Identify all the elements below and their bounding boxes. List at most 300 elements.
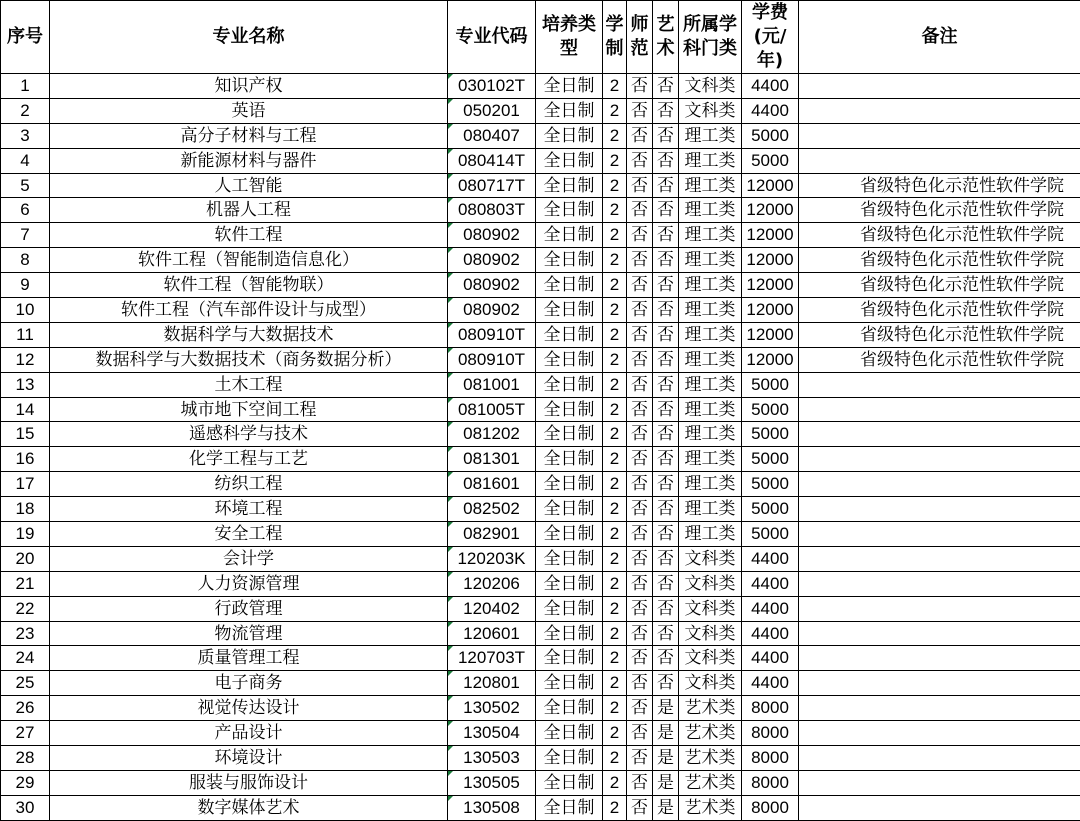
cell-major-name: 人工智能	[50, 173, 448, 198]
cell-major-name: 人力资源管理	[50, 571, 448, 596]
cell-art: 否	[653, 472, 679, 497]
cell-major-code: 080910T	[448, 347, 536, 372]
table-row	[1, 322, 1080, 347]
cell-years: 2	[603, 646, 627, 671]
cell-category: 艺术类	[679, 696, 742, 721]
cell-seq: 24	[1, 646, 50, 671]
cell-study-type: 全日制	[536, 621, 603, 646]
cell-major-name: 产品设计	[50, 721, 448, 746]
cell-major-name: 软件工程	[50, 223, 448, 248]
cell-art: 是	[653, 696, 679, 721]
cell-category: 理工类	[679, 148, 742, 173]
table-row	[1, 472, 1080, 497]
cell-seq: 19	[1, 522, 50, 547]
table-row	[1, 746, 1080, 771]
cell-note: 省级特色化示范性软件学院	[799, 273, 1080, 298]
cell-art: 否	[653, 98, 679, 123]
cell-fee: 4400	[742, 98, 799, 123]
cell-art: 否	[653, 198, 679, 223]
cell-major-name: 纺织工程	[50, 472, 448, 497]
cell-note: 省级特色化示范性软件学院	[799, 198, 1080, 223]
cell-study-type: 全日制	[536, 347, 603, 372]
cell-study-type: 全日制	[536, 372, 603, 397]
cell-years: 2	[603, 273, 627, 298]
cell-category: 艺术类	[679, 746, 742, 771]
cell-art: 否	[653, 322, 679, 347]
table-body	[1, 74, 1080, 821]
cell-study-type: 全日制	[536, 223, 603, 248]
cell-art: 否	[653, 397, 679, 422]
cell-major-code: 082901	[448, 522, 536, 547]
cell-fee: 8000	[742, 770, 799, 795]
cell-seq: 28	[1, 746, 50, 771]
cell-seq: 9	[1, 273, 50, 298]
cell-art: 是	[653, 795, 679, 820]
cell-fee: 5000	[742, 422, 799, 447]
cell-note	[799, 397, 1080, 422]
cell-major-name: 软件工程（智能制造信息化）	[50, 248, 448, 273]
cell-major-name: 知识产权	[50, 74, 448, 99]
cell-years: 2	[603, 422, 627, 447]
cell-art: 否	[653, 273, 679, 298]
cell-category: 理工类	[679, 198, 742, 223]
cell-art: 否	[653, 248, 679, 273]
cell-fee: 12000	[742, 223, 799, 248]
table-row	[1, 447, 1080, 472]
cell-normal: 否	[627, 347, 653, 372]
cell-fee: 4400	[742, 546, 799, 571]
cell-study-type: 全日制	[536, 546, 603, 571]
cell-art: 否	[653, 74, 679, 99]
cell-major-code: 081005T	[448, 397, 536, 422]
cell-seq: 22	[1, 596, 50, 621]
cell-fee: 5000	[742, 397, 799, 422]
cell-note	[799, 696, 1080, 721]
cell-study-type: 全日制	[536, 422, 603, 447]
cell-normal: 否	[627, 497, 653, 522]
table-header	[1, 1, 1080, 74]
cell-major-code: 130502	[448, 696, 536, 721]
cell-normal: 否	[627, 74, 653, 99]
cell-category: 文科类	[679, 596, 742, 621]
header-row	[1, 1, 1080, 74]
cell-major-name: 环境设计	[50, 746, 448, 771]
cell-major-name: 新能源材料与器件	[50, 148, 448, 173]
cell-major-name: 安全工程	[50, 522, 448, 547]
cell-art: 否	[653, 123, 679, 148]
cell-major-code: 120601	[448, 621, 536, 646]
cell-study-type: 全日制	[536, 571, 603, 596]
cell-fee: 8000	[742, 721, 799, 746]
cell-seq: 6	[1, 198, 50, 223]
cell-seq: 13	[1, 372, 50, 397]
header-code: 专业代码	[448, 1, 536, 74]
cell-years: 2	[603, 696, 627, 721]
cell-fee: 5000	[742, 472, 799, 497]
cell-major-code: 080803T	[448, 198, 536, 223]
cell-seq: 23	[1, 621, 50, 646]
cell-category: 艺术类	[679, 795, 742, 820]
cell-note	[799, 721, 1080, 746]
cell-major-name: 土木工程	[50, 372, 448, 397]
table-row	[1, 372, 1080, 397]
cell-study-type: 全日制	[536, 671, 603, 696]
cell-category: 艺术类	[679, 770, 742, 795]
cell-art: 否	[653, 173, 679, 198]
cell-fee: 5000	[742, 497, 799, 522]
table-row	[1, 74, 1080, 99]
table-row	[1, 223, 1080, 248]
cell-years: 2	[603, 123, 627, 148]
table-row	[1, 795, 1080, 820]
cell-major-code: 130503	[448, 746, 536, 771]
cell-seq: 26	[1, 696, 50, 721]
cell-art: 否	[653, 447, 679, 472]
cell-seq: 25	[1, 671, 50, 696]
cell-category: 文科类	[679, 646, 742, 671]
cell-category: 文科类	[679, 74, 742, 99]
cell-category: 理工类	[679, 273, 742, 298]
cell-normal: 否	[627, 472, 653, 497]
cell-major-code: 081202	[448, 422, 536, 447]
cell-major-name: 机器人工程	[50, 198, 448, 223]
cell-normal: 否	[627, 546, 653, 571]
cell-normal: 否	[627, 422, 653, 447]
cell-art: 否	[653, 596, 679, 621]
cell-normal: 否	[627, 123, 653, 148]
table-row	[1, 173, 1080, 198]
cell-fee: 4400	[742, 671, 799, 696]
cell-normal: 否	[627, 621, 653, 646]
cell-major-code: 130505	[448, 770, 536, 795]
cell-years: 2	[603, 596, 627, 621]
table-row	[1, 148, 1080, 173]
cell-major-code: 080407	[448, 123, 536, 148]
cell-note	[799, 522, 1080, 547]
cell-major-name: 服装与服饰设计	[50, 770, 448, 795]
cell-fee: 5000	[742, 447, 799, 472]
cell-study-type: 全日制	[536, 148, 603, 173]
cell-normal: 否	[627, 746, 653, 771]
cell-major-code: 080717T	[448, 173, 536, 198]
cell-seq: 5	[1, 173, 50, 198]
cell-fee: 12000	[742, 173, 799, 198]
header-art: 艺术	[653, 1, 679, 74]
cell-normal: 否	[627, 298, 653, 323]
cell-years: 2	[603, 347, 627, 372]
cell-normal: 否	[627, 596, 653, 621]
cell-years: 2	[603, 74, 627, 99]
cell-major-code: 080414T	[448, 148, 536, 173]
cell-category: 文科类	[679, 671, 742, 696]
cell-category: 理工类	[679, 372, 742, 397]
cell-normal: 否	[627, 223, 653, 248]
cell-major-name: 软件工程（智能物联）	[50, 273, 448, 298]
cell-major-name: 电子商务	[50, 671, 448, 696]
cell-study-type: 全日制	[536, 497, 603, 522]
cell-normal: 否	[627, 322, 653, 347]
cell-seq: 1	[1, 74, 50, 99]
cell-note	[799, 621, 1080, 646]
cell-study-type: 全日制	[536, 74, 603, 99]
table-row	[1, 770, 1080, 795]
cell-major-name: 化学工程与工艺	[50, 447, 448, 472]
table-row	[1, 522, 1080, 547]
cell-art: 是	[653, 721, 679, 746]
cell-major-code: 050201	[448, 98, 536, 123]
table-row	[1, 298, 1080, 323]
cell-years: 2	[603, 721, 627, 746]
cell-category: 文科类	[679, 546, 742, 571]
cell-seq: 4	[1, 148, 50, 173]
cell-fee: 4400	[742, 621, 799, 646]
cell-fee: 5000	[742, 148, 799, 173]
cell-fee: 12000	[742, 347, 799, 372]
cell-major-code: 082502	[448, 497, 536, 522]
cell-normal: 否	[627, 248, 653, 273]
cell-category: 理工类	[679, 472, 742, 497]
cell-major-code: 130504	[448, 721, 536, 746]
cell-seq: 20	[1, 546, 50, 571]
cell-art: 否	[653, 671, 679, 696]
cell-years: 2	[603, 173, 627, 198]
cell-years: 2	[603, 223, 627, 248]
cell-normal: 否	[627, 198, 653, 223]
cell-note	[799, 74, 1080, 99]
table-row	[1, 497, 1080, 522]
cell-note	[799, 422, 1080, 447]
cell-normal: 否	[627, 447, 653, 472]
cell-seq: 7	[1, 223, 50, 248]
cell-major-code: 080910T	[448, 322, 536, 347]
cell-years: 2	[603, 770, 627, 795]
cell-normal: 否	[627, 148, 653, 173]
cell-years: 2	[603, 671, 627, 696]
cell-years: 2	[603, 372, 627, 397]
cell-study-type: 全日制	[536, 248, 603, 273]
cell-category: 理工类	[679, 173, 742, 198]
cell-years: 2	[603, 746, 627, 771]
table-row	[1, 621, 1080, 646]
table-row	[1, 273, 1080, 298]
cell-study-type: 全日制	[536, 596, 603, 621]
cell-years: 2	[603, 497, 627, 522]
cell-fee: 12000	[742, 322, 799, 347]
cell-category: 理工类	[679, 347, 742, 372]
cell-category: 艺术类	[679, 721, 742, 746]
cell-art: 否	[653, 522, 679, 547]
cell-art: 是	[653, 770, 679, 795]
header-category: 所属学科门类	[679, 1, 742, 74]
cell-fee: 4400	[742, 74, 799, 99]
cell-study-type: 全日制	[536, 173, 603, 198]
cell-major-name: 会计学	[50, 546, 448, 571]
table-row	[1, 98, 1080, 123]
cell-seq: 21	[1, 571, 50, 596]
cell-normal: 否	[627, 273, 653, 298]
cell-major-name: 高分子材料与工程	[50, 123, 448, 148]
cell-art: 否	[653, 422, 679, 447]
cell-major-code: 080902	[448, 223, 536, 248]
cell-study-type: 全日制	[536, 397, 603, 422]
cell-normal: 否	[627, 795, 653, 820]
table-row	[1, 397, 1080, 422]
cell-major-name: 城市地下空间工程	[50, 397, 448, 422]
cell-category: 理工类	[679, 248, 742, 273]
cell-category: 理工类	[679, 123, 742, 148]
cell-category: 文科类	[679, 571, 742, 596]
cell-normal: 否	[627, 770, 653, 795]
table-row	[1, 596, 1080, 621]
cell-major-code: 120402	[448, 596, 536, 621]
header-fee: 学费(元/年)	[742, 1, 799, 74]
cell-major-code: 080902	[448, 248, 536, 273]
cell-major-code: 081301	[448, 447, 536, 472]
cell-study-type: 全日制	[536, 746, 603, 771]
cell-major-code: 130508	[448, 795, 536, 820]
cell-fee: 8000	[742, 746, 799, 771]
cell-fee: 4400	[742, 646, 799, 671]
cell-years: 2	[603, 447, 627, 472]
header-years: 学制	[603, 1, 627, 74]
cell-note	[799, 546, 1080, 571]
cell-major-code: 120203K	[448, 546, 536, 571]
cell-years: 2	[603, 397, 627, 422]
cell-study-type: 全日制	[536, 198, 603, 223]
cell-normal: 否	[627, 98, 653, 123]
table-row	[1, 198, 1080, 223]
cell-art: 否	[653, 148, 679, 173]
cell-seq: 14	[1, 397, 50, 422]
cell-art: 否	[653, 497, 679, 522]
cell-major-name: 软件工程（汽车部件设计与成型）	[50, 298, 448, 323]
cell-art: 是	[653, 746, 679, 771]
cell-seq: 29	[1, 770, 50, 795]
cell-years: 2	[603, 571, 627, 596]
cell-art: 否	[653, 372, 679, 397]
cell-normal: 否	[627, 696, 653, 721]
cell-category: 理工类	[679, 497, 742, 522]
cell-major-code: 081001	[448, 372, 536, 397]
cell-major-code: 120801	[448, 671, 536, 696]
cell-seq: 11	[1, 322, 50, 347]
cell-fee: 5000	[742, 522, 799, 547]
cell-art: 否	[653, 621, 679, 646]
cell-seq: 2	[1, 98, 50, 123]
cell-major-name: 环境工程	[50, 497, 448, 522]
table-row	[1, 646, 1080, 671]
cell-major-name: 数字媒体艺术	[50, 795, 448, 820]
cell-major-name: 质量管理工程	[50, 646, 448, 671]
header-name: 专业名称	[50, 1, 448, 74]
cell-years: 2	[603, 795, 627, 820]
cell-seq: 15	[1, 422, 50, 447]
cell-major-code: 081601	[448, 472, 536, 497]
table-row	[1, 347, 1080, 372]
cell-study-type: 全日制	[536, 273, 603, 298]
cell-note	[799, 472, 1080, 497]
cell-major-code: 030102T	[448, 74, 536, 99]
cell-category: 理工类	[679, 322, 742, 347]
header-normal: 师范	[627, 1, 653, 74]
cell-note: 省级特色化示范性软件学院	[799, 298, 1080, 323]
table-row	[1, 123, 1080, 148]
cell-years: 2	[603, 148, 627, 173]
cell-category: 理工类	[679, 422, 742, 447]
header-note: 备注	[799, 1, 1080, 74]
cell-study-type: 全日制	[536, 123, 603, 148]
cell-category: 理工类	[679, 397, 742, 422]
cell-note	[799, 447, 1080, 472]
cell-note	[799, 497, 1080, 522]
cell-study-type: 全日制	[536, 646, 603, 671]
cell-seq: 30	[1, 795, 50, 820]
cell-note	[799, 770, 1080, 795]
cell-fee: 4400	[742, 596, 799, 621]
cell-fee: 8000	[742, 795, 799, 820]
cell-study-type: 全日制	[536, 472, 603, 497]
cell-note	[799, 123, 1080, 148]
header-seq: 序号	[1, 1, 50, 74]
cell-study-type: 全日制	[536, 721, 603, 746]
cell-normal: 否	[627, 372, 653, 397]
cell-seq: 10	[1, 298, 50, 323]
cell-years: 2	[603, 322, 627, 347]
cell-note	[799, 671, 1080, 696]
cell-years: 2	[603, 98, 627, 123]
cell-category: 文科类	[679, 621, 742, 646]
cell-study-type: 全日制	[536, 298, 603, 323]
cell-major-name: 数据科学与大数据技术（商务数据分析）	[50, 347, 448, 372]
cell-note	[799, 571, 1080, 596]
cell-years: 2	[603, 546, 627, 571]
table-row	[1, 422, 1080, 447]
cell-category: 理工类	[679, 522, 742, 547]
cell-fee: 12000	[742, 298, 799, 323]
cell-normal: 否	[627, 646, 653, 671]
cell-note: 省级特色化示范性软件学院	[799, 223, 1080, 248]
cell-years: 2	[603, 198, 627, 223]
cell-seq: 8	[1, 248, 50, 273]
cell-note	[799, 795, 1080, 820]
table-row	[1, 571, 1080, 596]
cell-note	[799, 148, 1080, 173]
cell-major-name: 行政管理	[50, 596, 448, 621]
cell-category: 理工类	[679, 298, 742, 323]
cell-fee: 5000	[742, 372, 799, 397]
cell-fee: 4400	[742, 571, 799, 596]
cell-major-code: 120206	[448, 571, 536, 596]
cell-seq: 3	[1, 123, 50, 148]
cell-normal: 否	[627, 571, 653, 596]
cell-major-code: 120703T	[448, 646, 536, 671]
cell-note	[799, 596, 1080, 621]
cell-study-type: 全日制	[536, 795, 603, 820]
cell-seq: 17	[1, 472, 50, 497]
cell-art: 否	[653, 347, 679, 372]
cell-seq: 18	[1, 497, 50, 522]
cell-years: 2	[603, 248, 627, 273]
table-row	[1, 546, 1080, 571]
cell-seq: 12	[1, 347, 50, 372]
cell-art: 否	[653, 546, 679, 571]
cell-fee: 8000	[742, 696, 799, 721]
cell-seq: 16	[1, 447, 50, 472]
cell-years: 2	[603, 472, 627, 497]
cell-study-type: 全日制	[536, 696, 603, 721]
cell-note: 省级特色化示范性软件学院	[799, 173, 1080, 198]
cell-study-type: 全日制	[536, 522, 603, 547]
